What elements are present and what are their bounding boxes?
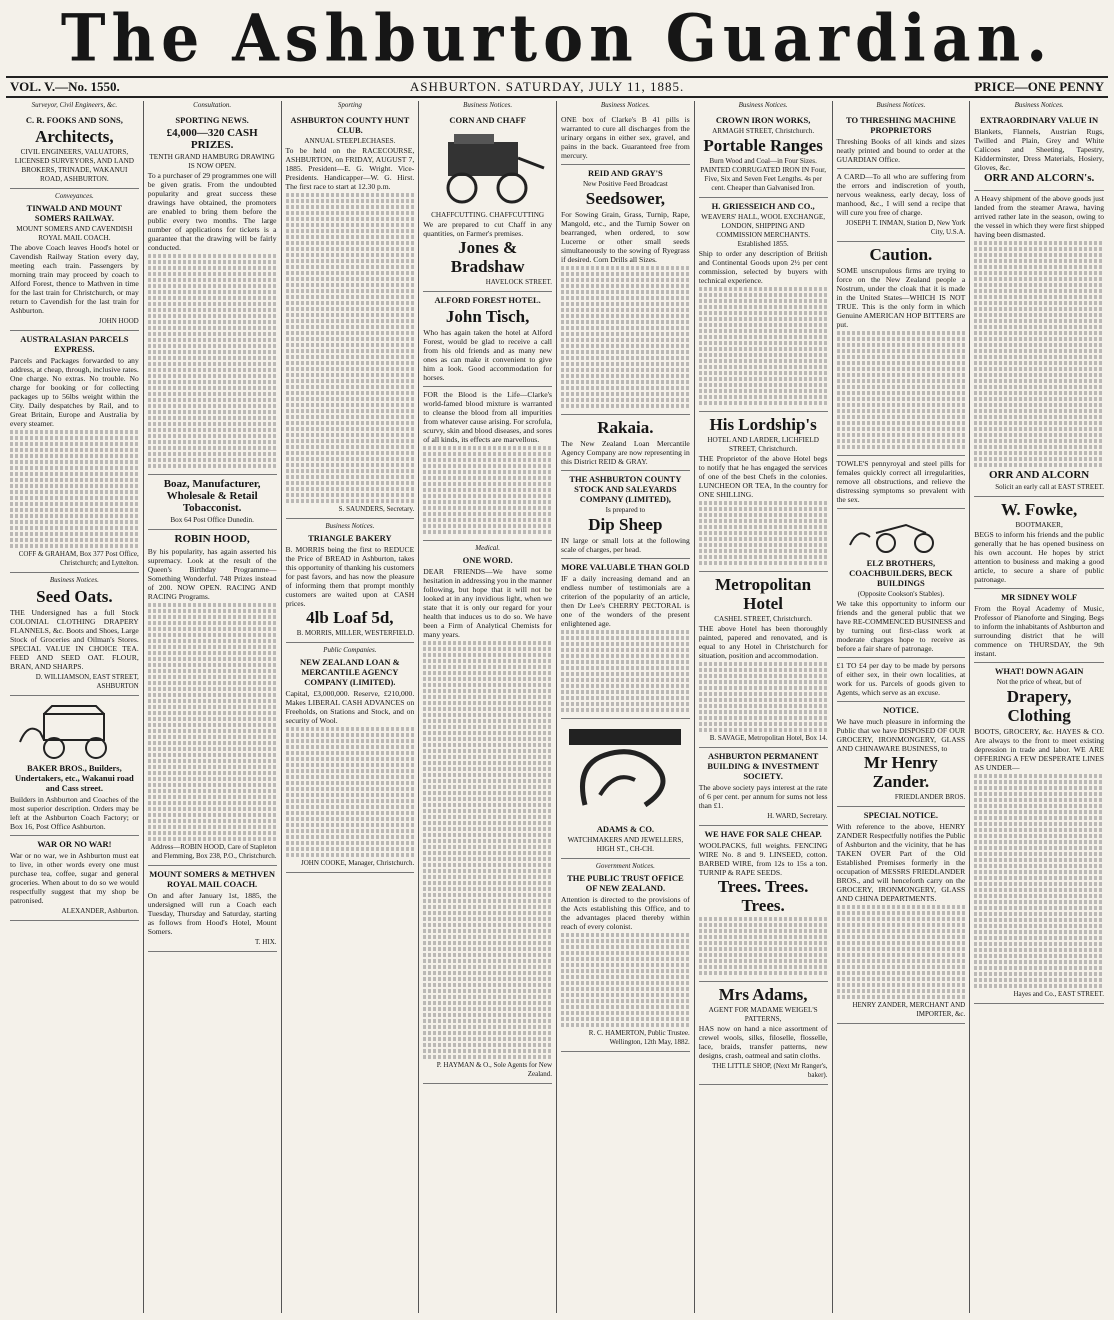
advert-headline: Seedsower, <box>585 189 665 208</box>
advert-body: With reference to the above, HENRY ZANDER Respectfully notifies the Public of Ashburton and the vicinity, that he has TAKEN OVER Part of the Old Established Premises formerly in the occupation of MESSRS FRIEDLANDER BROS., and will henceforth carry on the GROCERY, IRONMONGERY, GLASS AND CHINA DEPARTMENTS. <box>836 822 966 903</box>
advert-signature: B. SAVAGE, Metropolitan Hotel, Box 14. <box>709 734 828 742</box>
advert-title: ALFORD FOREST HOTEL. <box>434 295 541 305</box>
advert-title: WHAT! DOWN AGAIN <box>994 666 1084 676</box>
body-text-lines <box>561 266 690 408</box>
advert-title: C. R. FOOKS AND SONS, <box>25 115 123 125</box>
advert-headline: Mr Henry Zander. <box>863 753 938 791</box>
advert-body: TOWLE'S pennyroyal and steel pills for females quickly correct all irregularities, remove all obstructions, and relieve the distressing symptoms so prevalent with the sex. <box>836 459 966 504</box>
body-text-lines <box>837 331 966 449</box>
advert-subtitle: CHAFFCUTTING. CHAFFCUTTING <box>431 211 545 219</box>
body-text-lines <box>699 287 828 405</box>
advert-headline: Jones & Bradshaw <box>450 238 525 276</box>
body-text-lines <box>699 501 828 565</box>
dateline <box>6 76 1108 98</box>
section-heading: Government Notices. <box>595 862 655 870</box>
advert-subtitle: HOTEL AND LARDER, LICHFIELD STREET, Christchurch. <box>707 436 819 453</box>
advert-title: ONE WORD. <box>462 555 513 565</box>
advert-body: £1 TO £4 per day to be made by persons of either sex, in their own localities, at work for us. Parcels of goods given to Agents, which serve as an excuse. <box>836 661 966 697</box>
advert-metropolitan-hotel <box>699 572 828 748</box>
advert-headline: His Lordship's <box>709 415 817 434</box>
advert-public-trust <box>561 859 690 1052</box>
advert-threshing-books <box>837 112 966 169</box>
advert-triangle-bakery <box>286 519 415 643</box>
section-heading: Public Companies. <box>323 646 377 654</box>
advert-clarkes-pills <box>561 112 690 165</box>
advert-title: THE PUBLIC TRUST OFFICE OF NEW ZEALAND. <box>567 873 684 893</box>
advert-headline: Seed Oats. <box>36 587 113 606</box>
advert-body: To be held on the RACECOURSE, ASHBURTON, on FRIDAY, AUGUST 7, 1885. President—E. G. Wright. Vice-Presidents. Handicapper—W. G. Hirst. The first race to start at 12.30 p.m. <box>285 146 415 191</box>
advert-headline: ORR AND ALCORN's. <box>983 172 1095 184</box>
advert-building-society <box>699 748 828 826</box>
advert-body: WOOLPACKS, full weights. FENCING WIRE No. 8 and 9. LINSEED, cotton. BARBED WIRE, from 12s to 15s a ton. TURNIP & RAPE SEEDS. <box>698 841 828 877</box>
advert-body: ONE box of Clarke's B 41 pills is warranted to cure all discharges from the urinary organs in either sex, gravel, and pains in the back. Guaranteed free from mercury. <box>561 115 690 160</box>
advert-for-sale-trees <box>699 826 828 982</box>
advert-subtitle: New Positive Feed Broadcast <box>582 180 668 188</box>
advert-title: ASHBURTON PERMANENT BUILDING & INVESTMENT SOCIETY. <box>707 751 819 781</box>
advert-body: BOOTS, GROCERY, &c. HAYES & CO. Are always to the front to meet existing depression in trade and labor. WE ARE OFFERING A FEW DESPERATE LINES AS UNDER— <box>974 727 1104 772</box>
advert-body: Blankets, Flannels, Austrian Rugs, Twilled and Plain, Grey and White Calicoes and Sheeting, Tapestry, Kidderminster, Dress Materials, Hosiery, Gloves, &c. <box>974 127 1104 172</box>
advert-body: War or no war, we in Ashburton must eat to live, in other words every one must purchase tea, coffee, sugar and general groceries. When about to do so we would respectfully suggest that my shop be patronised. <box>10 851 139 905</box>
advert-signature: Solicit an early call at EAST STREET. <box>995 483 1104 491</box>
section-heading: Business Notices. <box>49 576 99 584</box>
advert-railway-coach <box>10 189 139 331</box>
advert-signature: R. C. HAMERTON, Public Trustee. Wellington, 12th May, 1882. <box>588 1029 690 1046</box>
advert-signature: COFF & GRAHAM, Box 377 Post Office, Christchurch; and Lyttelton. <box>18 550 139 567</box>
advert-war-or-no-war <box>10 836 139 921</box>
column-heading: Business Notices. <box>1014 101 1064 109</box>
advert-headline: Rakaia. <box>597 418 654 437</box>
prize-table <box>148 603 277 841</box>
rate-table <box>10 430 139 548</box>
column-heading: Consultation. <box>193 101 232 109</box>
advert-body: Parcels and Packages forwarded to any address, at cheap, through, inclusive rates. One charge. No extras. No trouble. No charge for booking or for collecting packages up to 56lbs weight within the City. Daily despatches by Rail, and to Great Britain, Europe and Australia by every steamer. <box>10 356 139 428</box>
advert-title: ASHBURTON COUNTY HUNT CLUB. <box>290 115 410 135</box>
advert-signature: JOSEPH T. INMAN, Station D, New York City, U.S.A. <box>845 219 966 236</box>
advert-signature: JOHN COOKE, Manager, Christchurch. <box>300 859 415 867</box>
advert-headline: Metropolitan Hotel <box>715 575 812 613</box>
advert-towles-pills <box>837 456 966 509</box>
advert-signature: Hayes and Co., EAST STREET. <box>1013 990 1104 998</box>
advert-title: WE HAVE FOR SALE CHEAP. <box>704 829 822 839</box>
column-heading: Surveyor, Civil Engineers, &c. <box>31 101 118 109</box>
advert-body: SOME unscrupulous firms are trying to force on the New Zealand people a Nostrum, under the cloak that it is made in the United States—WHICH IS NOT TRUE. This is the only form in which Genuine AMERICAN HOP BITTERS are put. <box>836 266 966 329</box>
advert-body: CIVIL ENGINEERS, VALUATORS, LICENSED SURVEYORS, AND LAND BROKERS, TRINADE, WAKANUI ROAD, ASHBURTON. <box>14 148 134 183</box>
advert-headline: Dip Sheep <box>588 515 663 534</box>
advert-royal-mail-coach <box>148 866 277 952</box>
advert-headline: John Tisch, <box>445 307 530 326</box>
advert-body: The above society pays interest at the rate of 6 per cent. per annum for sums not less than £1. <box>698 783 828 810</box>
section-heading: Business Notices. <box>325 522 375 530</box>
body-text-lines <box>561 630 690 712</box>
advert-sidney-wolf <box>974 589 1104 663</box>
advert-signature: S. SAUNDERS, Secretary. <box>338 505 415 513</box>
column-8 <box>970 101 1108 1313</box>
advert-signature: D. WILLIAMSON, EAST STREET, ASHBURTON <box>35 673 139 690</box>
advert-earnings <box>837 658 966 702</box>
column-7 <box>833 101 971 1313</box>
advert-title: ADAMS & CO. <box>596 824 655 834</box>
column-heading: Business Notices. <box>600 101 650 109</box>
advert-body: To a purchaser of 29 programmes one will be given gratis. From the undoubted popularity and great success these drawings have obtained, the promoters are enabled to bring them before the public every two months. The large number of applications for tickets is a guarantee that the drawing will be fairly conducted. <box>147 171 277 252</box>
advert-hayes-co <box>974 663 1104 1004</box>
advert-robin-hood <box>148 530 277 866</box>
advert-parcels-express <box>10 331 139 573</box>
advert-headline: £4,000—320 CASH PRIZES. <box>166 127 258 151</box>
advert-body: The New Zealand Loan Mercantile Agency Company are now representing in this District REID & GRAY. <box>561 439 690 466</box>
advert-rakaia <box>561 415 690 471</box>
advert-body: HAS now on hand a nice assortment of crewel wools, silks, filoselle, flosselle, lace, braids, transfer patterns, new designs, crash, oatmeal and satin cloths. <box>698 1024 828 1060</box>
masthead <box>6 1 1108 77</box>
advert-body: Capital, £3,000,000. Reserve, £210,000. Makes LIBERAL CASH ADVANCES on Freeholds, on Stations and Stock, and on security of Wool. <box>285 689 415 725</box>
columns <box>6 101 1108 1313</box>
price: PRICE—ONE PENNY <box>974 79 1104 94</box>
advert-orr-alcorn <box>974 191 1104 497</box>
advert-subtitle: MOUNT SOMERS AND CAVENDISH ROYAL MAIL COACH. <box>16 225 133 242</box>
advert-body: On and after January 1st, 1885, the undersigned will run a Coach each Tuesday, Thursday and Saturday, starting as follows from Hood's Hotel, Mount Somers. <box>147 891 277 936</box>
column-3 <box>282 101 420 1313</box>
advert-title: AUSTRALASIAN PARCELS EXPRESS. <box>20 334 129 354</box>
column-1 <box>6 101 144 1313</box>
advert-headline: ORR AND ALCORN <box>989 469 1090 481</box>
advert-title: CORN AND CHAFF <box>449 115 526 125</box>
column-2 <box>144 101 282 1313</box>
body-text-lines <box>699 917 828 975</box>
advert-sporting-news <box>148 112 277 475</box>
advert-body: A Heavy shipment of the above goods just landed from the steamer Arawa, having arrived rather late in the season, owing to the vessel in which they were first shipped having been dismasted. <box>974 194 1104 239</box>
chaffcutter-illustration <box>428 128 548 208</box>
advert-headline: ROBIN HOOD, <box>174 533 250 545</box>
buggy-illustration <box>846 515 956 555</box>
advert-headline: Boaz, Manufacturer, Wholesale & Retail Tobacconist. <box>163 478 261 514</box>
advert-cherry-pectoral <box>561 559 690 719</box>
advert-loan-agency <box>286 643 415 873</box>
advert-signature: THE LITTLE SHOP, (Next Mr Ranger's, baker). <box>712 1062 828 1079</box>
newspaper-title: The Ashburton Guardian. <box>60 1 1054 77</box>
column-heading: Business Notices. <box>463 101 513 109</box>
advert-title: CROWN IRON WORKS, <box>715 115 811 125</box>
advert-signature: H. WARD, Secretary. <box>767 812 828 820</box>
advert-title: TRIANGLE BAKERY <box>308 533 392 543</box>
advert-body: IF a daily increasing demand and an endless number of testimonials are a criterion of the popularity of an article, then Dr Lee's CHERRY PECTORAL is one of the wonders of the present enlightened age. <box>561 574 690 628</box>
advert-subtitle: ARMAGH STREET, Christchurch. <box>712 127 815 135</box>
advert-title: H. GRIESSEICH AND CO., <box>711 201 815 211</box>
advert-seedsower <box>561 165 690 415</box>
advert-title: TINWALD AND MOUNT SOMERS RAILWAY. <box>26 203 123 223</box>
advert-architects <box>10 112 139 189</box>
advert-headline: 4lb Loaf 5d, <box>306 608 394 627</box>
advert-title: SPECIAL NOTICE. <box>863 810 938 820</box>
advert-body: BEGS to inform his friends and the public generally that he has opened business on his own account. He hopes by strict attention to business and making a good article, to secure a share of public patronage. <box>974 530 1104 584</box>
advert-a-card <box>837 169 966 242</box>
adams-logo-illustration <box>565 725 685 821</box>
advert-body: THE Proprietor of the above Hotel begs to notify that he has engaged the services of one of the best Chefs in the colonies. LUNCHEON OR TEA, In the country for ONE SHILLING. <box>698 454 828 499</box>
advert-body: Who has again taken the hotel at Alford Forest, would be glad to receive a call from his old friends and as many new ones as can make it convenient to give him a look. Good accommodation for horses. <box>423 328 552 382</box>
advert-title: BAKER BROS., Builders, Undertakers, etc., Wakanui road and Cass street. <box>15 763 134 793</box>
advert-body: IN large or small lots at the following scale of charges, per head. <box>561 536 690 554</box>
place-date: ASHBURTON. SATURDAY, JULY 11, 1885. <box>409 79 685 94</box>
advert-subtitle: WEAVERS' HALL, WOOL EXCHANGE, LONDON, SHIPPING AND COMMISSION MERCHANTS. Established 1855. <box>701 213 826 248</box>
advert-headline: Architects, <box>35 127 114 146</box>
advert-subtitle: WATCHMAKERS AND JEWELLERS, HIGH ST., CH-CH. <box>567 836 684 853</box>
advert-body: The above Coach leaves Hood's hotel or Cavendish Railway Station every day, meeting each train. Passengers by morning train may proceed by coach to Alford Forest, thence to Mathven in time for the last train for Christchurch, or may return to Cavendish for the last train for Ashburton. <box>10 243 139 315</box>
advert-signature: Address—ROBIN HOOD, Care of Stapleton and Flemming, Box 238, P.O., Christchurch. <box>150 843 277 860</box>
advert-body: Builders in Ashburton and Coaches of the most superior description. Orders may be left at the Ashburton Coach Factory; or Box 16, Post Office Ashburton. <box>10 795 139 831</box>
advert-signature: JOHN HOOD <box>98 317 139 325</box>
advert-signature: B. MORRIS, MILLER, WESTERFIELD. <box>296 629 415 637</box>
advert-body: A CARD—To all who are suffering from the errors and indiscretion of youth, nervous weakness, early decay, loss of manhood, &c., I will send a recipe that will cure you free of charge. <box>836 172 966 217</box>
advert-body: We have much pleasure in informing the Public that we have DISPOSED OF OUR GROCERY, IRONMONGERY, GLASS AND CHINAWARE BUSINESS, to <box>836 717 966 753</box>
section-heading: Medical. <box>475 544 500 552</box>
advert-body: Threshing Books of all kinds and sizes neatly printed and bound to order at the GUARDIAN Office. <box>836 137 966 164</box>
advert-subtitle: (Opposite Cookson's Stables). <box>857 590 945 598</box>
advert-subtitle: TENTH GRAND HAMBURG DRAWING IS NOW OPEN. <box>149 153 275 170</box>
advert-dip-sheep <box>561 471 690 559</box>
advert-subtitle: ANNUAL STEEPLECHASES. <box>304 137 396 145</box>
advert-hunt-club <box>286 112 415 519</box>
advert-notice <box>837 702 966 807</box>
advert-subtitle: Not the price of wheat, but of <box>996 678 1082 686</box>
body-text-lines <box>423 641 552 1059</box>
advert-body: Burn Wood and Coal—in Four Sizes. PAINTED CORRUGATED IRON IN Four, Five, Six and Seven Feet Lengths. 4s per cent. Cheaper than Galvanised Iron. <box>700 157 827 192</box>
advert-adams-jewellers <box>561 719 690 859</box>
advert-title: NEW ZEALAND LOAN & MERCANTILE AGENCY COMPANY (LIMITED). <box>300 657 400 687</box>
advert-title: TO THRESHING MACHINE PROPRIETORS <box>846 115 956 135</box>
body-text-lines <box>974 241 1104 467</box>
advert-body: B. MORRIS being the first to REDUCE the Price of BREAD in Ashburton, takes this opportunity of thanking his customers for past favors, and has now the pleasure of informing them that prompt monthly customers are waited upon at CASH prices. <box>285 545 415 608</box>
advert-signature: HENRY ZANDER, MERCHANT AND IMPORTER, &c. <box>852 1001 966 1018</box>
price-list <box>974 774 1104 988</box>
column-heading: Business Notices. <box>876 101 926 109</box>
advert-signature: FRIEDLANDER BROS. <box>894 793 966 801</box>
advert-special-notice <box>837 807 966 1024</box>
advert-headline: Trees. Trees. Trees. <box>717 877 809 915</box>
advert-title: MOUNT SOMERS & METHVEN ROYAL MAIL COACH. <box>149 869 275 889</box>
advert-body: Attention is directed to the provisions of the Acts establishing this Office, and to the advantages placed thereby within reach of every colonist. <box>561 895 690 931</box>
advert-title: MR SIDNEY WOLF <box>1001 592 1078 602</box>
advert-signature: HAVELOCK STREET. <box>485 278 552 286</box>
advert-title: MORE VALUABLE THAN GOLD <box>561 562 690 572</box>
advert-seed-oats <box>10 573 139 696</box>
column-4 <box>419 101 557 1313</box>
advert-title: EXTRAORDINARY VALUE IN <box>980 115 1099 125</box>
advert-title: SPORTING NEWS. <box>175 115 249 125</box>
advert-baker-bros <box>10 696 139 836</box>
advert-body: By his popularity, has again asserted his supremacy. Look at the result of the Queen's Birthday Programme—Something Wonderful. 748 Prizes instead of 200. NOW OPEN. RACING AND RACING Programs. <box>147 547 277 601</box>
column-heading: Business Notices. <box>738 101 788 109</box>
body-text-lines <box>699 662 828 732</box>
column-heading: Sporting <box>337 101 362 109</box>
body-text-lines <box>148 254 277 468</box>
advert-body: We take this opportunity to inform our friends and the general public that we have RE-COMMENCED BUSINESS and by turning out first-class work at moderate charges hope to receive as before a fair share of patronage. <box>836 599 966 653</box>
coach-illustration <box>14 702 134 760</box>
advert-elz-brothers <box>837 509 966 658</box>
advert-chaffcutting <box>423 112 552 292</box>
advert-title: ELZ BROTHERS, COACHBUILDERS, BECK BUILDINGS <box>849 558 953 588</box>
advert-body: DEAR FRIENDS—We have some hesitation in addressing you in the manner following, but hope that it will not be looked at in any invidious light, when we state that it is only our regard for your health that induces us to do so. We have been a Firm of Analytical Chemists for many years. <box>423 567 552 639</box>
advert-body: Ship to order any description of British and Continental Goods upon 2½ per cent commission, selected by buyers with technical experience. <box>698 249 828 285</box>
body-text-lines <box>286 727 415 857</box>
advert-alford-hotel <box>423 292 552 387</box>
advert-title: THE ASHBURTON COUNTY STOCK AND SALEYARDS COMPANY (LIMITED), <box>569 474 682 504</box>
advert-title: WAR OR NO WAR! <box>37 839 112 849</box>
advert-mrs-adams <box>699 982 828 1085</box>
advert-w-fowke <box>974 497 1104 589</box>
advert-subtitle: AGENT FOR MADAME WEIGEL'S PATTERNS, <box>708 1006 818 1023</box>
advert-signature: P. HAYMAN & O., Sole Agents for New Zealand. <box>436 1061 552 1078</box>
column-6 <box>695 101 833 1313</box>
advert-subtitle: CASHEL STREET, Christchurch. <box>714 615 813 623</box>
advert-body: FOR the Blood is the Life—Clarke's world-famed blood mixture is warranted to cleanse the blood from all impurities from whatever cause arising. For scrofula, scurvy, skin and blood diseases, and sores of all kinds, its effects are marvellous. <box>423 390 552 444</box>
body-text-lines <box>423 446 552 534</box>
advert-title: NOTICE. <box>883 705 919 715</box>
advert-extraordinary-value <box>974 112 1104 191</box>
advert-crown-iron-works <box>699 112 828 198</box>
advert-subtitle: Is prepared to <box>605 506 646 514</box>
advert-headline: Portable Ranges <box>703 136 823 155</box>
advert-body: THE Undersigned has a full Stock COLONIAL CLOTHING DRAPERY FLANNELS, &c. Boots and Shoes, Large Stock of Groceries and Oilman's Stores. SPECIAL VALUE IN CHOICE TEA. FEED AND SEED OAT. FLOUR, BRAN, AND SHARPS. <box>10 608 139 671</box>
advert-body: We are prepared to cut Chaff in any quantities, on Farmer's premises. <box>423 220 552 238</box>
advert-headline: Mrs Adams, <box>718 985 808 1004</box>
advert-body: For Sowing Grain, Grass, Turnip, Rape, Mangold, etc., and the Turnip Sower on bearranged, when ordered, to sow Lucerne or other small seeds simultaneously to the sowing of Ryegrass if desired. Corn Drills all Sizes. <box>561 210 690 264</box>
advert-title: REID AND GRAY'S <box>587 168 663 178</box>
section-heading: Conveyances. <box>55 192 94 200</box>
advert-subtitle: BOOTMAKER, <box>1015 521 1063 529</box>
advert-signature: ALEXANDER, Ashburton. <box>61 907 139 915</box>
advert-boaz <box>148 475 277 530</box>
advert-one-word <box>423 541 552 1084</box>
advert-griesseich <box>699 198 828 412</box>
body-text-lines <box>837 905 966 999</box>
advert-headline: W. Fowke, <box>1000 500 1078 519</box>
column-5 <box>557 101 695 1313</box>
volume-number: VOL. V.—No. 1550. <box>10 79 120 94</box>
body-text-lines <box>561 933 690 1027</box>
advert-body: THE above Hotel has been thoroughly painted, papered and renovated, and is equal to any Hotel in Christchurch for situation, position and accommodation. <box>698 624 828 660</box>
advert-body: From the Royal Academy of Music, Professor of Pianoforte and Singing. Begs to inform the inhabitants of Ashburton and surrounding district that he will commence on THURSDAY, the 9th instant. <box>974 604 1104 658</box>
advert-headline: Caution. <box>869 245 933 264</box>
advert-body: Box 64 Post Office Dunedin. <box>170 516 254 524</box>
advert-caution <box>837 242 966 456</box>
advert-signature: T. HIX. <box>255 938 277 946</box>
race-program <box>286 193 415 503</box>
advert-headline: Drapery, Clothing <box>1006 687 1072 725</box>
advert-blood-mixture <box>423 387 552 541</box>
advert-his-lordships <box>699 412 828 572</box>
